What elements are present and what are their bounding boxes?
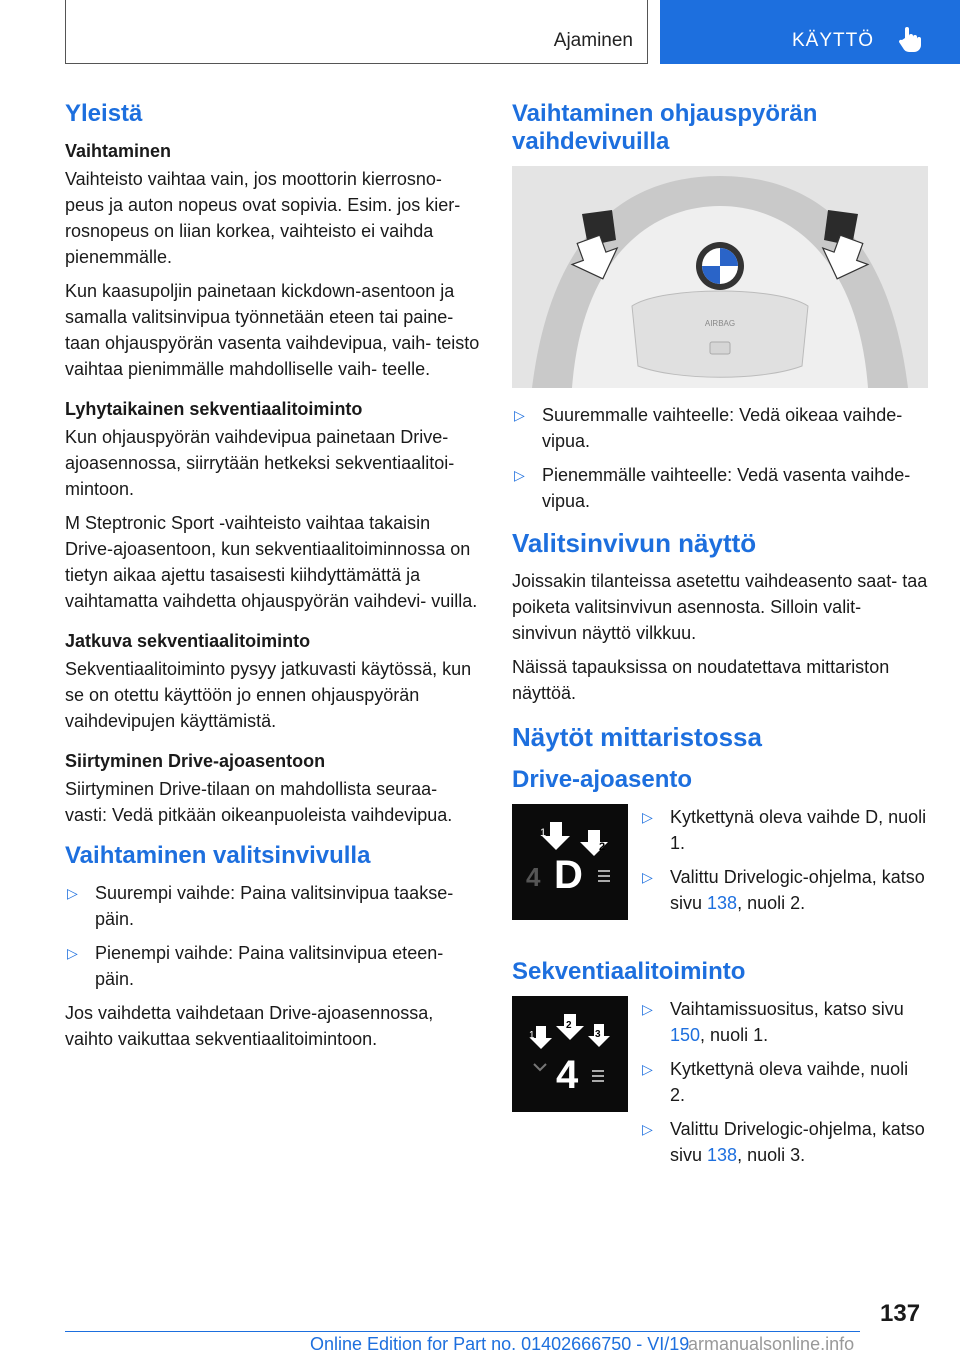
footer-watermark: armanualsonline.info — [688, 1334, 855, 1354]
paragraph: Joissakin tilanteissa asetettu vaihdeasento saat- taa poiketa valitsinvivun asennosta. Silloin valit- sinvivun näyttö vilkkuu. — [512, 571, 928, 643]
paragraph: M Steptronic Sport -vaihteisto vaihtaa takaisin Drive-ajoasentoon, kun sekventiaalitoiminnossa on tietyn aikaa ajettu tasaisesti kiihdyttämättä ja vaihtamatta vaihdetta ohjauspyörän vaihdevi- vuilla. — [65, 513, 478, 611]
list-item: ▷ Pienempi vaihde: Paina valitsinvipua eteen- päin. — [65, 940, 480, 992]
bullet-list — [640, 804, 928, 924]
header-chapter-label: KÄYTTÖ — [792, 30, 875, 51]
section-title-ohjaus: Vaihtaminen ohjauspyörän vaihdevivuilla — [512, 100, 818, 155]
triangle-bullet-icon: ▷ — [642, 1121, 653, 1137]
svg-text:D: D — [554, 853, 583, 897]
svg-text:3: 3 — [595, 1029, 601, 1040]
triangle-bullet-icon: ▷ — [514, 467, 525, 483]
svg-text:2: 2 — [566, 1020, 572, 1031]
page-link-138[interactable]: 138 — [707, 893, 738, 913]
drive-display-image — [512, 804, 628, 920]
list-item: ▷ Pienemmälle vaihteelle: Vedä vasenta vaihde- vipua. — [512, 462, 928, 514]
subsection-title-drive: Drive-ajoasento — [512, 766, 693, 793]
section-siirtyminen — [65, 748, 480, 828]
section-title-nayto: Valitsinvivun näyttö — [512, 528, 757, 558]
triangle-bullet-icon: ▷ — [642, 1061, 653, 1077]
header-section-label: Ajaminen — [553, 30, 633, 51]
paragraph: Kun ohjauspyörän vaihdevipua painetaan Drive- ajoasennossa, siirrytään hetkeksi sekventiaalitoi- mintoon. — [65, 427, 455, 499]
sekv-row — [512, 996, 928, 1184]
triangle-bullet-icon: ▷ — [642, 869, 653, 885]
paragraph: Vaihteisto vaihtaa vain, jos moottorin kierrosno- peus ja auton nopeus ovat sopivia. Esim. jos kier- rosnopeus on liian korkea, vaihteisto ei vaihda pienemmälle. — [65, 169, 461, 267]
right-column — [512, 100, 928, 1198]
drive-row — [512, 804, 928, 932]
triangle-bullet-icon: ▷ — [67, 945, 78, 961]
section-title-naytot: Näytöt mittaristossa — [512, 722, 762, 752]
hand-pointer-icon — [896, 25, 924, 53]
section-title-valitsinvivulla: Vaihtaminen valitsinvivulla — [65, 842, 371, 869]
list-item: ▷ Suuremmalle vaihteelle: Vedä oikeaa vaihde- vipua. — [512, 402, 928, 454]
left-column — [65, 100, 480, 1060]
list-item: ▷ Kytkettynä oleva vaihde, nuoli 2. — [640, 1056, 928, 1108]
triangle-bullet-icon: ▷ — [642, 1001, 653, 1017]
list-item: ▷ Kytkettynä oleva vaihde D, nuoli 1. — [640, 804, 928, 856]
triangle-bullet-icon: ▷ — [642, 809, 653, 825]
page-link-138[interactable]: 138 — [707, 1145, 738, 1165]
page-number: 137 — [880, 1300, 921, 1327]
page-link-150[interactable]: 150 — [670, 1025, 701, 1045]
triangle-bullet-icon: ▷ — [67, 885, 78, 901]
steering-wheel-image — [512, 166, 928, 388]
paragraph: Jos vaihdetta vaihdetaan Drive-ajoasennossa, vaihto vaikuttaa sekventiaalitoimintoon. — [65, 1003, 434, 1049]
list-item: ▷ Suurempi vaihde: Paina valitsinvipua taakse- päin. — [65, 880, 480, 932]
svg-text:1: 1 — [529, 1030, 535, 1041]
svg-text:4: 4 — [556, 1053, 579, 1097]
sequential-display-image — [512, 996, 628, 1112]
subsection-title: Vaihtaminen — [65, 141, 172, 161]
list-item: ▷ Valittu Drivelogic-ohjelma, katso sivu 138, nuoli 2. — [640, 864, 928, 916]
triangle-bullet-icon: ▷ — [514, 407, 525, 423]
svg-text:2: 2 — [599, 841, 606, 853]
section-title-yleista: Yleistä — [65, 100, 143, 127]
paragraph: Siirtyminen Drive-tilaan on mahdollista seuraa- vasti: Vedä pitkään oikeanpuoleista vaihdevipua. — [65, 779, 453, 825]
section-jatkuva — [65, 628, 480, 734]
footer-divider — [65, 1331, 860, 1332]
svg-text:4: 4 — [526, 862, 541, 892]
bullet-list — [65, 880, 480, 992]
subsection-title: Siirtyminen Drive-ajoasentoon — [65, 751, 326, 771]
bullet-list — [512, 402, 928, 514]
subsection-title-sekv: Sekventiaalitoiminto — [512, 958, 746, 985]
section-lyhytaikainen — [65, 396, 480, 614]
subsection-title: Lyhytaikainen sekventiaalitoiminto — [65, 399, 363, 419]
section-vaihtaminen — [65, 138, 480, 382]
paragraph: Näissä tapauksissa on noudatettava mittariston näyttöä. — [512, 657, 890, 703]
paragraph: Sekventiaalitoiminto pysyy jatkuvasti käytössä, kun se on otettu käyttöön jo ennen ohjauspyörän vaihdevipujen käyttämistä. — [65, 659, 472, 731]
bullet-list — [640, 996, 928, 1176]
paragraph: Kun kaasupoljin painetaan kickdown-asentoon ja samalla valitsinvipua työnnetään eteen tai paine- taan ohjauspyörän vasenta vaihdevipua, vaih- teisto vaihtaa pienimmälle mahdolliselle vaih- teelle. — [65, 281, 480, 379]
list-item: ▷ Valittu Drivelogic-ohjelma, katso sivu 138, nuoli 3. — [640, 1116, 928, 1168]
airbag-label: AIRBAG — [704, 319, 736, 328]
svg-text:1: 1 — [540, 827, 547, 839]
list-item: ▷ Vaihtamissuositus, katso sivu 150, nuoli 1. — [640, 996, 928, 1048]
subsection-title: Jatkuva sekventiaalitoiminto — [65, 631, 311, 651]
header-section-box — [65, 0, 648, 64]
footer-edition: Online Edition for Part no. 01402666750 - VI/19 — [310, 1334, 690, 1354]
header-chapter-box — [660, 0, 960, 64]
